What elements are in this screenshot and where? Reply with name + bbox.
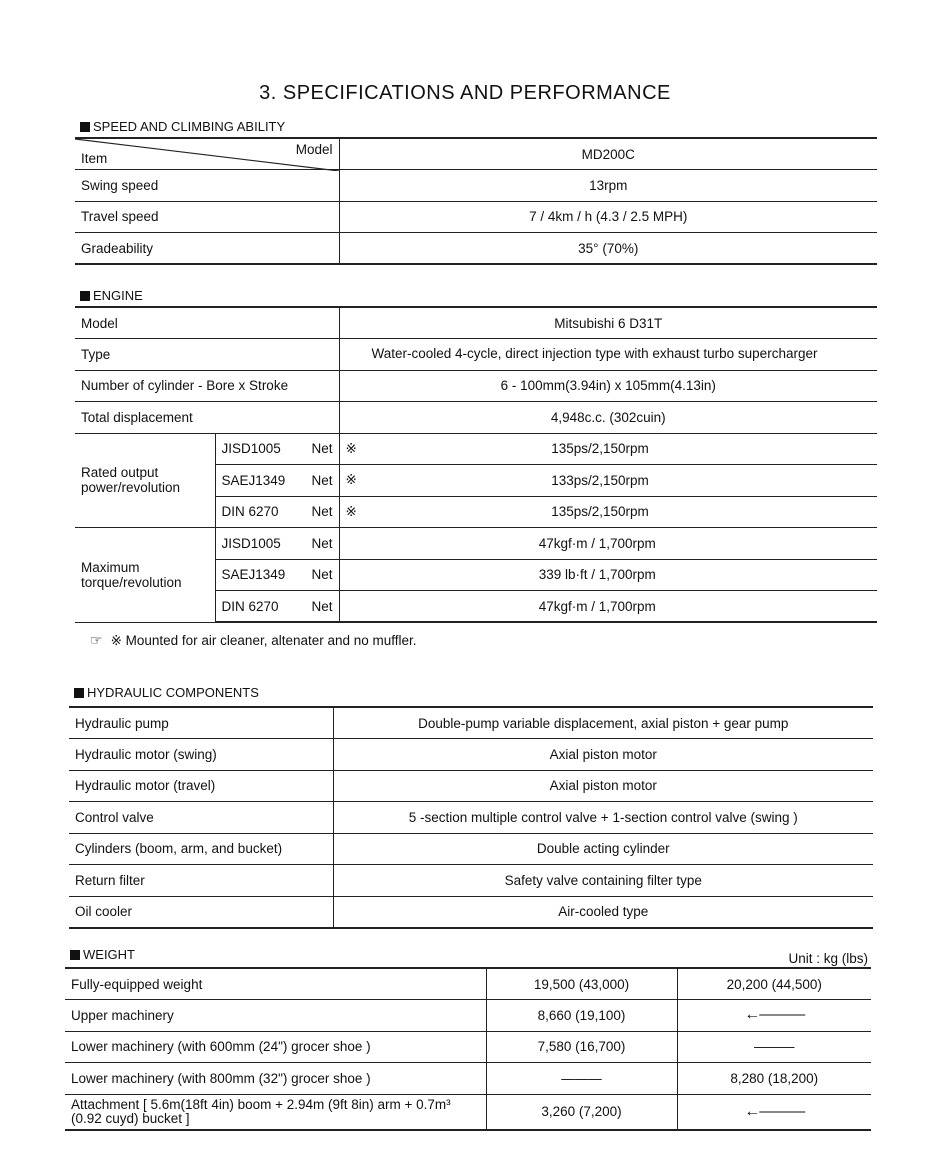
note-mark: ※ <box>339 465 361 497</box>
row-label: Total displacement <box>75 402 339 434</box>
table-row <box>75 370 877 402</box>
table-row <box>65 1063 871 1095</box>
row-label: Model <box>75 307 339 339</box>
row-value: 13rpm <box>339 170 877 202</box>
page-title: 3. SPECIFICATIONS AND PERFORMANCE <box>259 82 671 104</box>
row-value: 133ps/2,150rpm <box>361 465 877 497</box>
engine-note <box>90 632 417 649</box>
table-row <box>69 865 873 897</box>
table-row <box>65 1094 871 1130</box>
hydraulic-table <box>69 706 873 929</box>
unit-label: Unit : kg (lbs) <box>788 951 868 966</box>
square-bullet-icon <box>70 950 80 960</box>
hydraulic-heading-text: HYDRAULIC COMPONENTS <box>87 685 259 700</box>
section-heading-weight <box>70 947 135 962</box>
row-value: 35° (70%) <box>339 233 877 265</box>
row-value: Double-pump variable displacement, axial piston + gear pump <box>333 707 873 739</box>
row-value: Double acting cylinder <box>333 833 873 865</box>
weight-value-1: 3,260 (7,200) <box>486 1094 677 1130</box>
square-bullet-icon <box>80 291 90 301</box>
table-row <box>69 802 873 834</box>
table-row <box>75 433 877 465</box>
weight-value-2: 20,200 (44,500) <box>677 968 871 1000</box>
weight-value-1: 8,660 (19,100) <box>486 1000 677 1032</box>
speed-table <box>75 137 877 265</box>
row-value: 6 - 100mm(3.94in) x 105mm(4.13in) <box>339 370 877 402</box>
item-model-header-cell <box>75 138 339 170</box>
section-heading-hydraulic <box>74 685 259 700</box>
engine-table <box>75 306 877 623</box>
table-row <box>65 1000 871 1032</box>
table-row <box>75 170 877 202</box>
model-label: Model <box>295 142 333 157</box>
note-mark: ※ <box>339 433 361 465</box>
standard-cell: DIN 6270 Net <box>215 591 339 623</box>
table-row <box>75 528 877 560</box>
square-bullet-icon <box>80 122 90 132</box>
row-label: Number of cylinder - Bore x Stroke <box>75 370 339 402</box>
weight-table <box>65 967 871 1131</box>
note-mark: ※ <box>339 496 361 528</box>
row-label: Oil cooler <box>69 896 333 928</box>
standard-cell: JISD1005 Net <box>215 528 339 560</box>
table-row <box>65 1031 871 1063</box>
row-label: Travel speed <box>75 201 339 233</box>
standard-cell: SAEJ1349 Net <box>215 465 339 497</box>
table-row <box>69 739 873 771</box>
row-value: 4,948c.c. (302cuin) <box>339 402 877 434</box>
note-text: ※ Mounted for air cleaner, altenater and no muffler. <box>110 632 417 648</box>
row-label: Control valve <box>69 802 333 834</box>
weight-value-1: 19,500 (43,000) <box>486 968 677 1000</box>
not-applicable-dash-icon: ——— <box>486 1063 677 1095</box>
weight-value-2: 8,280 (18,200) <box>677 1063 871 1095</box>
table-row <box>75 138 877 170</box>
row-label: Hydraulic pump <box>69 707 333 739</box>
engine-heading-text: ENGINE <box>93 288 143 303</box>
weight-value-1: 7,580 (16,700) <box>486 1031 677 1063</box>
row-label: Hydraulic motor (swing) <box>69 739 333 771</box>
row-label: Return filter <box>69 865 333 897</box>
row-label: Cylinders (boom, arm, and bucket) <box>69 833 333 865</box>
row-label: Lower machinery (with 600mm (24") grocer shoe ) <box>65 1031 486 1063</box>
row-value: Air-cooled type <box>333 896 873 928</box>
table-row <box>75 339 877 371</box>
row-value: Mitsubishi 6 D31T <box>339 307 877 339</box>
row-value: Water-cooled 4-cycle, direct injection type with exhaust turbo supercharger <box>339 339 877 371</box>
row-value: Axial piston motor <box>333 770 873 802</box>
table-row <box>69 770 873 802</box>
square-bullet-icon <box>74 688 84 698</box>
table-row <box>69 896 873 928</box>
table-row <box>75 233 877 265</box>
table-row <box>69 707 873 739</box>
pointing-hand-icon: ☞ <box>90 632 103 648</box>
row-value: 47kgf·m / 1,700rpm <box>339 591 877 623</box>
section-heading-speed <box>80 119 285 134</box>
model-value: MD200C <box>339 138 877 170</box>
row-label: Attachment [ 5.6m(18ft 4in) boom + 2.94m (9ft 8in) arm + 0.7m³ (0.92 cuyd) bucket ] <box>65 1094 486 1130</box>
speed-heading-text: SPEED AND CLIMBING ABILITY <box>93 119 286 134</box>
row-value: 135ps/2,150rpm <box>361 433 877 465</box>
same-as-left-arrow-icon: ←——— <box>677 1000 871 1032</box>
section-heading-engine <box>80 288 143 303</box>
row-value: 7 / 4km / h (4.3 / 2.5 MPH) <box>339 201 877 233</box>
row-value: 5 -section multiple control valve + 1-section control valve (swing ) <box>333 802 873 834</box>
table-row <box>65 968 871 1000</box>
table-row <box>75 201 877 233</box>
row-value: Safety valve containing filter type <box>333 865 873 897</box>
weight-heading-text: WEIGHT <box>83 947 135 962</box>
standard-cell: JISD1005 Net <box>215 433 339 465</box>
standard-cell: DIN 6270 Net <box>215 496 339 528</box>
row-label: Upper machinery <box>65 1000 486 1032</box>
row-label: Fully-equipped weight <box>65 968 486 1000</box>
table-row <box>69 833 873 865</box>
not-applicable-dash-icon: ——— <box>677 1031 871 1063</box>
table-row <box>75 307 877 339</box>
row-value: 47kgf·m / 1,700rpm <box>339 528 877 560</box>
table-row <box>75 402 877 434</box>
row-label: Type <box>75 339 339 371</box>
rated-output-label: Rated output power/revolution <box>75 433 215 528</box>
standard-cell: SAEJ1349 Net <box>215 559 339 591</box>
row-value: Axial piston motor <box>333 739 873 771</box>
row-value: 135ps/2,150rpm <box>361 496 877 528</box>
row-label: Hydraulic motor (travel) <box>69 770 333 802</box>
row-label: Gradeability <box>75 233 339 265</box>
item-label: Item <box>81 151 108 166</box>
row-label: Swing speed <box>75 170 339 202</box>
row-label: Lower machinery (with 800mm (32") grocer shoe ) <box>65 1063 486 1095</box>
max-torque-label: Maximum torque/revolution <box>75 528 215 623</box>
row-value: 339 lb·ft / 1,700rpm <box>339 559 877 591</box>
same-as-left-arrow-icon: ←——— <box>677 1094 871 1130</box>
